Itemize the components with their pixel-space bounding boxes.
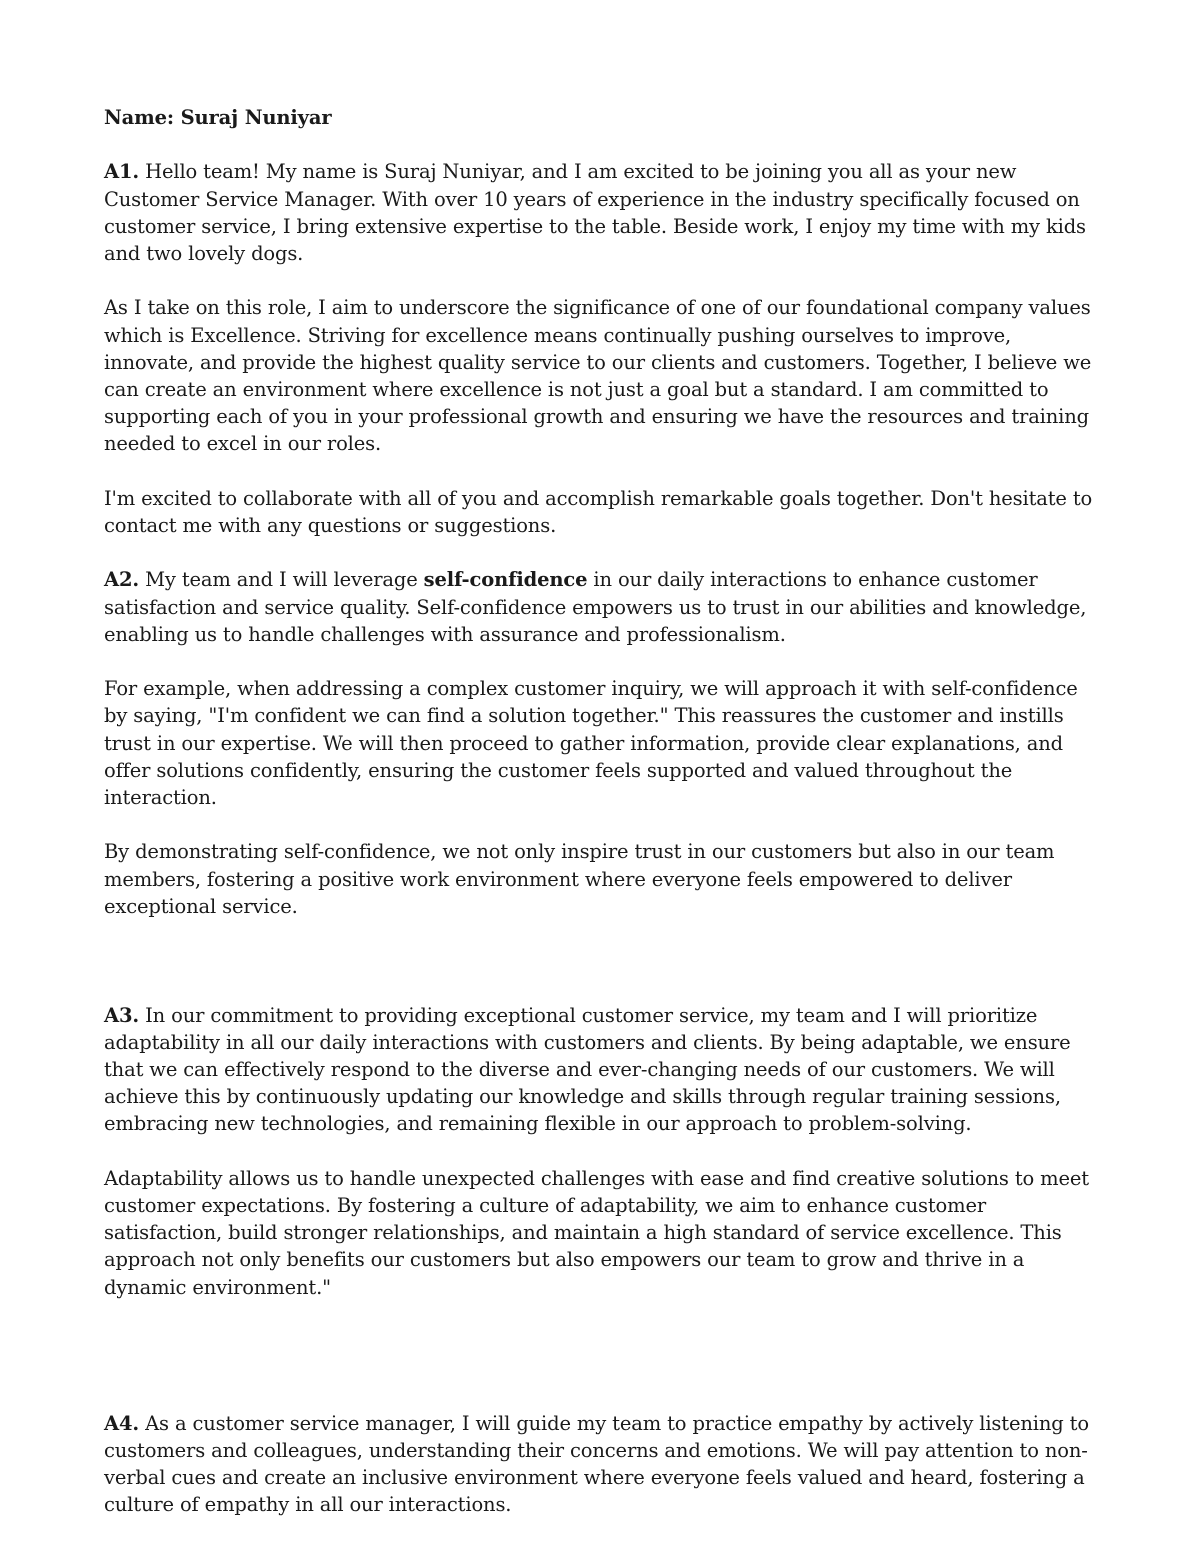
a4-paragraph-1 xyxy=(104,1410,1104,1519)
a1-paragraph-1 xyxy=(104,158,1104,267)
a1-paragraph-2: As I take on this role, I aim to underscore the significance of one of our foundational company values which is Excellence. Striving for excellence means continually pushing ourselves to improve, innovate, and provide the highest quality service to our clients and customers. Together, I believe we can create an environment where excellence is not just a goal but a standard. I am committed to supporting each of you in your professional growth and ensuring we have the resources and training needed to excel in our roles. xyxy=(104,296,1092,456)
a1-label: A1. xyxy=(104,160,140,184)
a2-label: A2. xyxy=(104,568,140,592)
a3-paragraph-1 xyxy=(104,1002,1104,1138)
a2-bold-term: self-confidence xyxy=(423,568,588,592)
a2-paragraph-2: For example, when addressing a complex customer inquiry, we will approach it with self-confidence by saying, "I'm confident we can find a solution together." This reassures the customer and instills trust in our expertise. We will then proceed to gather information, provide clear explanations, and offer solutions confidently, ensuring the customer feels supported and valued throughout the interaction. xyxy=(104,677,1078,809)
spacer xyxy=(104,1328,1104,1410)
a2-paragraph-3: By demonstrating self-confidence, we not only inspire trust in our customers but also in our team members, fostering a positive work environment where everyone feels empowered to deliver exceptional service. xyxy=(104,840,1055,918)
a3-paragraph-2: Adaptability allows us to handle unexpected challenges with ease and find creative solutions to meet customer expectations. By fostering a culture of adaptability, we aim to enhance customer satisfaction, build stronger relationships, and maintain a high standard of service excellence. This approach not only benefits our customers but also empowers our team to grow and thrive in a dynamic environment." xyxy=(104,1166,1089,1299)
a2-text-after: in our daily interactions to enhance customer satisfaction and service quality. Self-confidence empowers us to trust in our abilities and knowledge, enabling us to handle challenges with assurance and professionalism. xyxy=(104,568,1087,646)
a2-text-before: My team and I will leverage xyxy=(145,568,418,592)
a4-text-1: As a customer service manager, I will guide my team to practice empathy by actively listening to customers and colleagues, understanding their concerns and emotions. We will pay attention to non-verbal cues and create an inclusive environment where everyone feels valued and heard, fostering a culture of empathy in all our interactions. xyxy=(104,1411,1089,1517)
spacer xyxy=(104,947,1104,1001)
a3-text-1: In our commitment to providing exceptional customer service, my team and I will prioritize adaptability in all our daily interactions with customers and clients. By being adaptable, we ensure that we can effectively respond to the diverse and ever-changing needs of our customers. We will achieve this by continuously updating our knowledge and skills through regular training sessions, embracing new technologies, and remaining flexible in our approach to problem-solving. xyxy=(104,1003,1071,1136)
a1-paragraph-3: I'm excited to collaborate with all of you and accomplish remarkable goals together. Don't hesitate to contact me with any questions or suggestions. xyxy=(104,486,1093,537)
a4-label: A4. xyxy=(104,1411,140,1435)
document-page xyxy=(104,104,1104,1546)
a1-text-1: Hello team! My name is Suraj Nuniyar, and I am excited to be joining you all as your new Customer Service Manager. With over 10 years of experience in the industry specifically focused on customer service, I bring extensive expertise to the table. Beside work, I enjoy my time with my kids and two lovely dogs. xyxy=(104,160,1086,265)
a2-paragraph-1 xyxy=(104,566,1104,648)
name-heading: Name: Suraj Nuniyar xyxy=(104,106,332,129)
a3-label: A3. xyxy=(104,1003,140,1027)
